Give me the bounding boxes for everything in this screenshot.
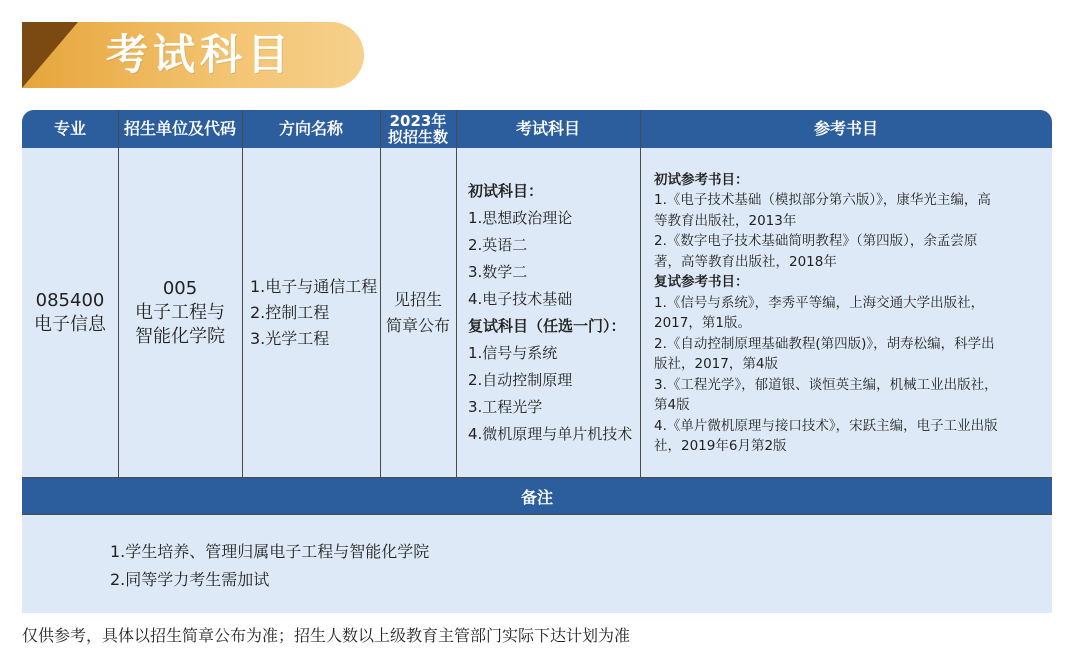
ref-line: 3.《工程光学》，郁道银、谈恒英主编，机械工业出版社， [654, 376, 998, 393]
note-item: 2.同等学力考生需加试 [110, 570, 270, 589]
note-item: 1.学生培养、管理归属电子工程与智能化学院 [110, 542, 430, 561]
exam-table [22, 110, 1052, 613]
ref-line: 等教育出版社，2013年 [654, 212, 797, 229]
ref-line: 第4版 [654, 397, 690, 413]
direction-item: 3.光学工程 [250, 329, 330, 348]
exam-cell [468, 148, 640, 478]
major-cell [22, 148, 118, 478]
header-plan-line2: 拟招生数 [387, 128, 448, 146]
ref-line: 社，2019年6月第2版 [654, 438, 787, 454]
header-plan [380, 110, 456, 148]
direction-item: 2.控制工程 [250, 303, 330, 322]
banner-title: 考试科目 [106, 30, 295, 79]
refs-cell [654, 148, 1050, 478]
header-major: 专业 [53, 119, 86, 138]
ref-retest-title: 复试参考书目： [654, 274, 749, 290]
ref-line: 2.《数字电子技术基础简明教程》（第四版），余孟尝原 [654, 233, 978, 249]
header-plan-line1: 2023年 [389, 112, 447, 130]
ref-line: 1.《电子技术基础（模拟部分第六版）》，康华光主编，高 [654, 192, 991, 208]
header-refs: 参考书目 [813, 119, 878, 138]
exam-initial-title: 初试科目： [468, 182, 544, 200]
plan-line2: 简章公布 [385, 316, 450, 335]
unit-name-line2: 智能化学院 [135, 326, 225, 347]
header-unit: 招生单位及代码 [123, 119, 236, 138]
exam-item: 4.微机原理与单片机技术 [468, 425, 633, 443]
row-divider [22, 514, 1052, 515]
unit-name-line1: 电子工程与 [135, 302, 225, 323]
exam-item: 2.自动控制原理 [468, 371, 573, 389]
header-exam: 考试科目 [515, 119, 580, 138]
exam-item: 3.工程光学 [468, 398, 543, 416]
table-row [22, 148, 1052, 478]
major-code: 085400 [35, 290, 105, 311]
plan-line1: 见招生 [393, 290, 442, 309]
exam-item: 2.英语二 [468, 236, 528, 254]
ref-line: 1.《信号与系统》，李秀平等编，上海交通大学出版社， [654, 294, 985, 311]
footer-disclaimer: 仅供参考，具体以招生简章公布为准；招生人数以上级教育主管部门实际下达计划为准 [22, 626, 631, 645]
unit-cell [118, 148, 242, 478]
ref-line: 2017，第1版。 [654, 315, 751, 331]
unit-code: 005 [162, 278, 198, 299]
ref-line: 版社，2017，第4版 [654, 356, 778, 372]
header-direction: 方向名称 [278, 119, 343, 138]
direction-cell [250, 148, 380, 478]
ref-line: 2.《自动控制原理基础教程(第四版)》，胡寿松编，科学出 [654, 335, 995, 352]
notes-body [110, 538, 429, 594]
banner-accent-triangle [22, 22, 78, 88]
plan-cell [380, 148, 456, 478]
direction-item: 1.电子与通信工程 [250, 277, 378, 296]
table-header-row [22, 110, 1052, 148]
major-name: 电子信息 [34, 314, 106, 335]
ref-initial-title: 初试参考书目： [654, 171, 749, 188]
exam-retest-title: 复试科目（任选一门）： [468, 317, 626, 335]
section-banner [22, 22, 364, 88]
exam-item: 1.信号与系统 [468, 344, 558, 362]
ref-line: 著，高等教育出版社，2018年 [654, 253, 837, 270]
ref-line: 4.《单片微机原理与接口技术》，宋跃主编，电子工业出版 [654, 417, 998, 434]
exam-item: 3.数学二 [468, 263, 528, 281]
exam-item: 4.电子技术基础 [468, 290, 573, 308]
exam-item: 1.思想政治理论 [468, 209, 573, 227]
notes-header: 备注 [22, 478, 1052, 514]
